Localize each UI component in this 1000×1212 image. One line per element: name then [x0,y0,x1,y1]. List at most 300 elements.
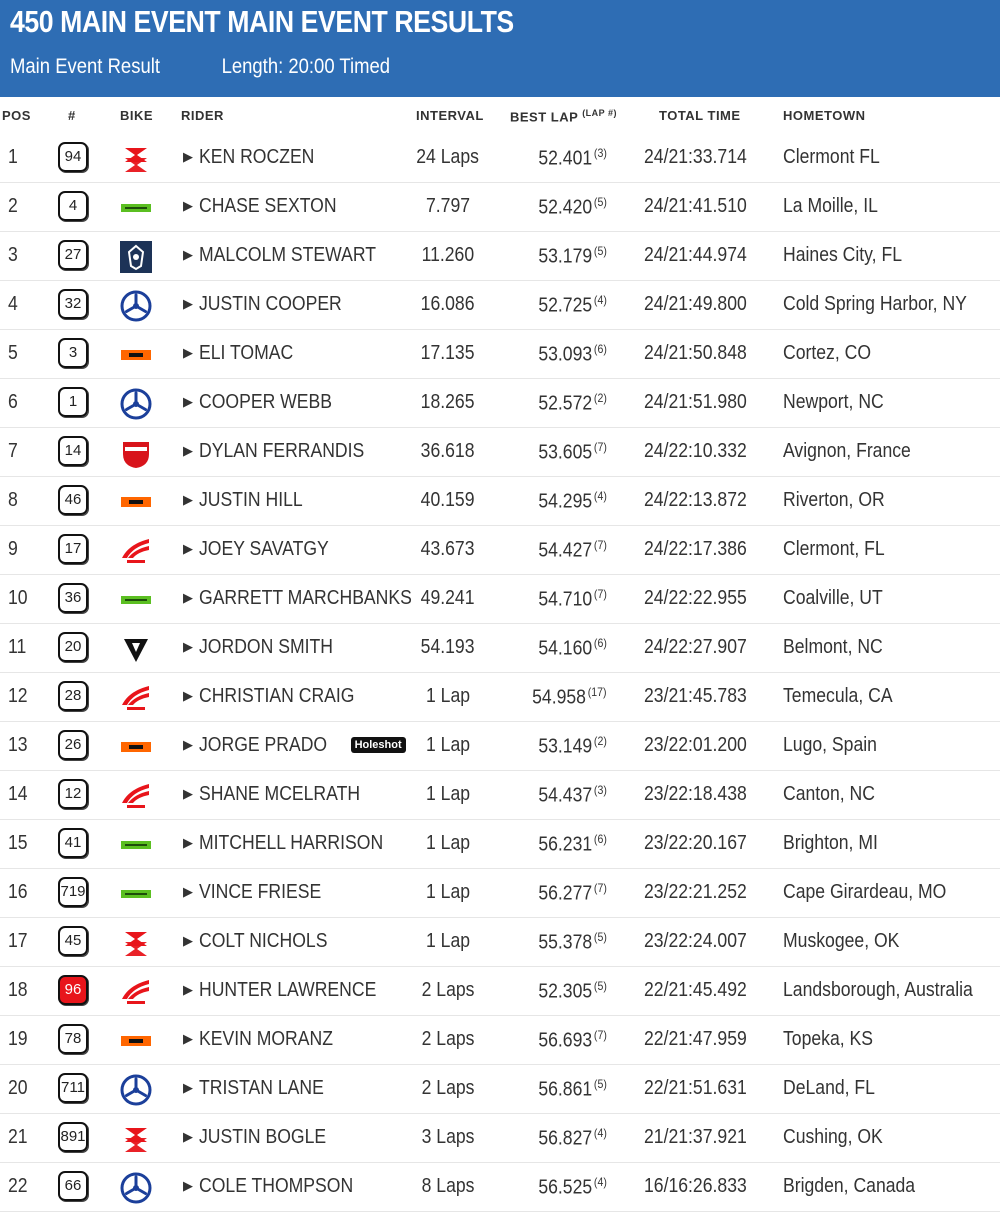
hometown-cell: Canton, NC [783,783,875,805]
position-cell: 2 [8,195,18,217]
kawasaki-logo-icon [119,583,153,617]
table-header [0,97,1000,134]
best-lap-number: (3) [594,783,607,797]
rider-name[interactable]: VINCE FRIESE [199,881,322,903]
expand-arrow-icon[interactable]: ▶ [183,443,193,458]
best-lap-number: (5) [594,930,607,944]
hometown-cell: Muskogee, OK [783,930,900,952]
interval-cell: 1 Lap [425,734,471,756]
best-lap-number: (5) [594,244,607,258]
best-lap-time: 54.160 [538,637,593,660]
best-lap-time: 56.827 [538,1127,593,1150]
interval-cell: 11.260 [421,244,475,266]
position-cell: 14 [8,783,28,805]
ktm-logo-icon [119,485,153,519]
col-number[interactable]: # [68,108,76,123]
best-lap-time: 55.378 [538,931,593,954]
rider-name[interactable]: MITCHELL HARRISON [199,832,384,854]
expand-arrow-icon[interactable]: ▶ [183,639,193,654]
interval-cell: 36.618 [421,440,475,462]
best-lap-number: (6) [594,636,607,650]
hometown-cell: Avignon, France [783,440,911,462]
best-lap-time: 54.958 [532,686,587,709]
husqvarna-logo-icon [119,240,153,274]
expand-arrow-icon[interactable]: ▶ [183,1129,193,1144]
interval-cell: 18.265 [421,391,475,413]
position-cell: 3 [8,244,18,266]
hometown-cell: Lugo, Spain [783,734,877,756]
total-time-cell: 24/21:51.980 [644,391,747,413]
position-cell: 18 [8,979,28,1001]
rider-name[interactable]: CHRISTIAN CRAIG [199,685,355,707]
table-row[interactable] [0,526,1000,575]
table-row[interactable] [0,379,1000,428]
rider-number-plate: 28 [58,681,88,711]
expand-arrow-icon[interactable]: ▶ [183,786,193,801]
rider-name-link[interactable] [183,685,376,708]
interval-cell: 2 Laps [421,1077,475,1099]
rider-number-plate: 32 [58,289,88,319]
hometown-cell: La Moille, IL [783,195,878,217]
expand-arrow-icon[interactable]: ▶ [183,982,193,997]
best-lap-time: 56.277 [538,882,593,905]
best-lap-time: 56.525 [538,1176,593,1199]
best-lap-number: (5) [594,1077,607,1091]
rider-name-link[interactable] [183,783,382,806]
table-row[interactable] [0,134,1000,183]
table-row[interactable] [0,575,1000,624]
best-lap-cell [495,685,607,710]
hometown-cell: Cape Girardeau, MO [783,881,947,903]
expand-arrow-icon[interactable]: ▶ [183,884,193,899]
rider-name-link[interactable] [183,930,345,953]
kawasaki-logo-icon [119,828,153,862]
best-lap-cell [495,342,607,367]
table-row[interactable] [0,1065,1000,1114]
best-lap-time: 54.427 [538,539,593,562]
best-lap-time: 54.437 [538,784,593,807]
rider-name-link[interactable] [183,1077,341,1100]
page-title: 450 MAIN EVENT MAIN EVENT RESULTS [10,4,514,39]
col-best-lap[interactable] [510,108,617,124]
best-lap-time: 52.420 [538,196,593,219]
rider-name[interactable]: COLT NICHOLS [199,930,328,952]
table-row[interactable] [0,918,1000,967]
rider-number-plate: 26 [58,730,88,760]
total-time-cell: 21/21:37.921 [644,1126,747,1148]
results-table-body [0,134,1000,1212]
table-row[interactable] [0,820,1000,869]
best-lap-cell [495,587,607,612]
best-lap-number: (5) [594,195,607,209]
interval-cell: 7.797 [425,195,471,217]
best-lap-cell [495,930,607,955]
rider-name[interactable]: JUSTIN COOPER [199,293,342,315]
best-lap-time: 52.305 [538,980,593,1003]
yamaha-logo-icon [119,1073,153,1107]
best-lap-number: (7) [594,538,607,552]
position-cell: 22 [8,1175,28,1197]
col-best-lap-label: BEST LAP [510,109,579,125]
event-subtitle [10,55,390,79]
hometown-cell: Landsborough, Australia [783,979,973,1001]
col-total-time[interactable]: TOTAL TIME [659,108,741,123]
table-row[interactable] [0,330,1000,379]
rider-name-link[interactable] [183,832,408,855]
rider-number-plate: 719 [58,877,88,907]
rider-number-plate: 1 [58,387,88,417]
expand-arrow-icon[interactable]: ▶ [183,688,193,703]
best-lap-cell [495,538,607,563]
interval-cell: 54.193 [421,636,475,658]
table-row[interactable] [0,183,1000,232]
interval-cell: 1 Lap [425,783,471,805]
rider-name-link[interactable] [183,244,400,267]
best-lap-cell [495,293,607,318]
result-label: Main Event Result [10,55,160,78]
expand-arrow-icon[interactable]: ▶ [183,590,193,605]
expand-arrow-icon[interactable]: ▶ [183,296,193,311]
rider-name-link[interactable] [183,440,387,463]
table-row[interactable] [0,232,1000,281]
rider-number-plate: 27 [58,240,88,270]
rider-name[interactable]: TRISTAN LANE [199,1077,324,1099]
table-row[interactable] [0,967,1000,1016]
position-cell: 6 [8,391,18,413]
expand-arrow-icon[interactable]: ▶ [183,933,193,948]
expand-arrow-icon[interactable]: ▶ [183,492,193,507]
total-time-cell: 22/21:51.631 [644,1077,747,1099]
rider-name-link[interactable] [183,1028,351,1051]
interval-cell: 8 Laps [421,1175,475,1197]
total-time-cell: 24/21:44.974 [644,244,747,266]
position-cell: 13 [8,734,28,756]
best-lap-number: (7) [594,440,607,454]
total-time-cell: 24/21:50.848 [644,342,747,364]
rider-name-link[interactable] [183,1175,374,1198]
expand-arrow-icon[interactable]: ▶ [183,541,193,556]
suzuki-logo-icon [119,926,153,960]
best-lap-time: 53.093 [538,343,593,366]
table-row[interactable] [0,1163,1000,1212]
rider-name[interactable]: MALCOLM STEWART [199,244,377,266]
total-time-cell: 23/22:24.007 [644,930,747,952]
table-row[interactable] [0,869,1000,918]
table-row[interactable] [0,428,1000,477]
ktm-logo-icon [119,1024,153,1058]
hometown-cell: Topeka, KS [783,1028,874,1050]
total-time-cell: 22/21:47.959 [644,1028,747,1050]
expand-arrow-icon[interactable]: ▶ [183,394,193,409]
rider-name[interactable]: CHASE SEXTON [199,195,337,217]
best-lap-number: (3) [594,146,607,160]
rider-name[interactable]: HUNTER LAWRENCE [199,979,377,1001]
hometown-cell: Cortez, CO [783,342,872,364]
total-time-cell: 24/22:27.907 [644,636,747,658]
rider-number-plate: 94 [58,142,88,172]
hometown-cell: Coalville, UT [783,587,883,609]
rider-number-plate: 45 [58,926,88,956]
best-lap-time: 56.861 [538,1078,593,1101]
ducati-logo-icon [119,436,153,470]
position-cell: 16 [8,881,28,903]
table-row[interactable] [0,771,1000,820]
position-cell: 9 [8,538,18,560]
best-lap-time: 53.179 [538,245,593,268]
interval-cell: 49.241 [421,587,475,609]
rider-number-plate: 20 [58,632,88,662]
best-lap-cell [495,489,607,514]
best-lap-number: (6) [594,342,607,356]
rider-number-plate: 96 [58,975,88,1005]
position-cell: 10 [8,587,28,609]
total-time-cell: 23/22:20.167 [644,832,747,854]
rider-number-plate: 711 [58,1073,88,1103]
col-rider[interactable]: RIDER [181,108,224,123]
total-time-cell: 23/22:01.200 [644,734,747,756]
rider-name[interactable]: KEN ROCZEN [199,146,315,168]
rider-name[interactable]: JOEY SAVATGY [199,538,329,560]
best-lap-number: (2) [594,391,607,405]
rider-name-link[interactable] [183,489,317,512]
kawasaki-logo-icon [119,877,153,911]
best-lap-cell [495,440,607,465]
best-lap-time: 52.401 [538,147,593,170]
rider-name-link[interactable] [183,391,350,414]
expand-arrow-icon[interactable]: ▶ [183,1178,193,1193]
honda-logo-icon [119,779,153,813]
position-cell: 15 [8,832,28,854]
position-cell: 21 [8,1126,28,1148]
length-label: Length: 20:00 Timed [221,55,391,78]
total-time-cell: 24/22:10.332 [644,440,747,462]
best-lap-number: (7) [594,587,607,601]
best-lap-cell [495,1126,607,1151]
best-lap-time: 56.231 [538,833,593,856]
rider-number-plate: 4 [58,191,88,221]
position-cell: 4 [8,293,18,315]
rider-name-link[interactable] [183,1126,343,1149]
expand-arrow-icon[interactable]: ▶ [183,345,193,360]
rider-name[interactable]: KEVIN MORANZ [199,1028,333,1050]
best-lap-number: (4) [594,489,607,503]
yamaha-logo-icon [119,289,153,323]
kawasaki-logo-icon [119,191,153,225]
rider-name-link[interactable] [183,195,355,218]
best-lap-cell [495,146,607,171]
triumph-logo-icon [119,632,153,666]
rider-name-link[interactable] [183,293,361,316]
interval-cell: 40.159 [421,489,475,511]
interval-cell: 1 Lap [425,832,471,854]
position-cell: 12 [8,685,28,707]
rider-name[interactable]: JORDON SMITH [199,636,333,658]
best-lap-number: (2) [594,734,607,748]
best-lap-number: (4) [594,1126,607,1140]
best-lap-number: (6) [594,832,607,846]
best-lap-cell [495,1028,607,1053]
table-row[interactable] [0,477,1000,526]
hometown-cell: Temecula, CA [783,685,893,707]
total-time-cell: 16/16:26.833 [644,1175,747,1197]
position-cell: 7 [8,440,18,462]
interval-cell: 2 Laps [421,1028,475,1050]
hometown-cell: Cushing, OK [783,1126,883,1148]
rider-number-plate: 3 [58,338,88,368]
rider-name[interactable]: COLE THOMPSON [199,1175,354,1197]
interval-cell: 1 Lap [425,930,471,952]
rider-number-plate: 46 [58,485,88,515]
honda-logo-icon [119,681,153,715]
best-lap-cell [495,832,607,857]
hometown-cell: Newport, NC [783,391,884,413]
table-row[interactable] [0,624,1000,673]
rider-name[interactable]: DYLAN FERRANDIS [199,440,365,462]
best-lap-time: 53.605 [538,441,593,464]
rider-name[interactable]: COOPER WEBB [199,391,333,413]
rider-name[interactable]: ELI TOMAC [199,342,294,364]
rider-name[interactable]: JORGE PRADO [199,734,328,756]
interval-cell: 1 Lap [425,881,471,903]
expand-arrow-icon[interactable]: ▶ [183,198,193,213]
interval-cell: 24 Laps [416,146,480,168]
best-lap-number: (4) [594,1175,607,1189]
best-lap-number: (17) [588,685,607,699]
total-time-cell: 23/22:18.438 [644,783,747,805]
total-time-cell: 24/21:49.800 [644,293,747,315]
hometown-cell: Belmont, NC [783,636,883,658]
table-row[interactable] [0,673,1000,722]
hometown-cell: Clermont, FL [783,538,885,560]
position-cell: 8 [8,489,18,511]
best-lap-cell [495,979,607,1004]
best-lap-cell [495,1077,607,1102]
best-lap-cell [495,783,607,808]
rider-name-link[interactable] [183,538,346,561]
best-lap-cell [495,881,607,906]
best-lap-time: 52.572 [538,392,593,415]
expand-arrow-icon[interactable]: ▶ [183,247,193,262]
table-row[interactable] [0,281,1000,330]
rider-name-link[interactable] [183,636,351,659]
hometown-cell: Cold Spring Harbor, NY [783,293,967,315]
holeshot-badge: Holeshot [351,737,406,753]
yamaha-logo-icon [119,1171,153,1205]
position-cell: 19 [8,1028,28,1050]
rider-number-plate: 41 [58,828,88,858]
hometown-cell: DeLand, FL [783,1077,875,1099]
hometown-cell: Brighton, MI [783,832,878,854]
rider-number-plate: 891 [58,1122,88,1152]
best-lap-time: 52.725 [538,294,593,317]
best-lap-cell [495,244,607,269]
expand-arrow-icon[interactable]: ▶ [183,737,193,752]
rider-number-plate: 12 [58,779,88,809]
table-row[interactable] [0,1016,1000,1065]
total-time-cell: 22/21:45.492 [644,979,747,1001]
total-time-cell: 24/22:22.955 [644,587,747,609]
table-row[interactable] [0,1114,1000,1163]
best-lap-cell [495,1175,607,1200]
ktm-logo-icon [119,338,153,372]
rider-number-plate: 66 [58,1171,88,1201]
total-time-cell: 24/21:41.510 [644,195,747,217]
best-lap-time: 54.295 [538,490,593,513]
hometown-cell: Riverton, OR [783,489,885,511]
position-cell: 5 [8,342,18,364]
best-lap-time: 53.149 [538,735,593,758]
ktm-logo-icon [119,730,153,764]
best-lap-cell [495,636,607,661]
hometown-cell: Clermont FL [783,146,880,168]
position-cell: 20 [8,1077,28,1099]
rider-name[interactable]: JUSTIN BOGLE [199,1126,327,1148]
total-time-cell: 24/22:17.386 [644,538,747,560]
expand-arrow-icon[interactable]: ▶ [183,835,193,850]
rider-name-link[interactable] [183,979,401,1002]
position-cell: 17 [8,930,28,952]
best-lap-time: 56.693 [538,1029,593,1052]
col-pos[interactable]: POS [2,108,31,123]
expand-arrow-icon[interactable]: ▶ [183,1080,193,1095]
col-interval[interactable]: INTERVAL [416,108,484,123]
col-best-lap-sup: (LAP #) [582,108,618,118]
interval-cell: 17.135 [421,342,475,364]
best-lap-cell [495,391,607,416]
rider-name-link[interactable] [183,342,306,365]
honda-logo-icon [119,975,153,1009]
best-lap-number: (7) [594,881,607,895]
best-lap-number: (4) [594,293,607,307]
best-lap-number: (5) [594,979,607,993]
rider-name[interactable]: JUSTIN HILL [199,489,303,511]
best-lap-cell [495,734,607,759]
interval-cell: 43.673 [421,538,475,560]
suzuki-logo-icon [119,142,153,176]
interval-cell: 3 Laps [421,1126,475,1148]
col-bike[interactable]: BIKE [120,108,154,123]
results-header [0,0,1000,97]
rider-number-plate: 78 [58,1024,88,1054]
table-row[interactable] [0,722,1000,771]
position-cell: 11 [8,636,27,658]
total-time-cell: 24/22:13.872 [644,489,747,511]
interval-cell: 16.086 [421,293,475,315]
total-time-cell: 23/21:45.783 [644,685,747,707]
rider-name-link[interactable] [183,734,406,757]
rider-name-link[interactable] [183,146,330,169]
honda-logo-icon [119,534,153,568]
col-hometown[interactable]: HOMETOWN [783,108,866,123]
expand-arrow-icon[interactable]: ▶ [183,1031,193,1046]
expand-arrow-icon[interactable]: ▶ [183,149,193,164]
best-lap-cell [495,195,607,220]
best-lap-number: (7) [594,1028,607,1042]
rider-name[interactable]: GARRETT MARCHBANKS [199,587,412,609]
rider-number-plate: 17 [58,534,88,564]
interval-cell: 1 Lap [425,685,471,707]
rider-number-plate: 14 [58,436,88,466]
rider-name-link[interactable] [183,881,338,904]
suzuki-logo-icon [119,1122,153,1156]
hometown-cell: Haines City, FL [783,244,903,266]
total-time-cell: 24/21:33.714 [644,146,747,168]
interval-cell: 2 Laps [421,979,475,1001]
hometown-cell: Brigden, Canada [783,1175,916,1197]
position-cell: 1 [8,146,18,168]
total-time-cell: 23/22:21.252 [644,881,747,903]
rider-name[interactable]: SHANE MCELRATH [199,783,361,805]
